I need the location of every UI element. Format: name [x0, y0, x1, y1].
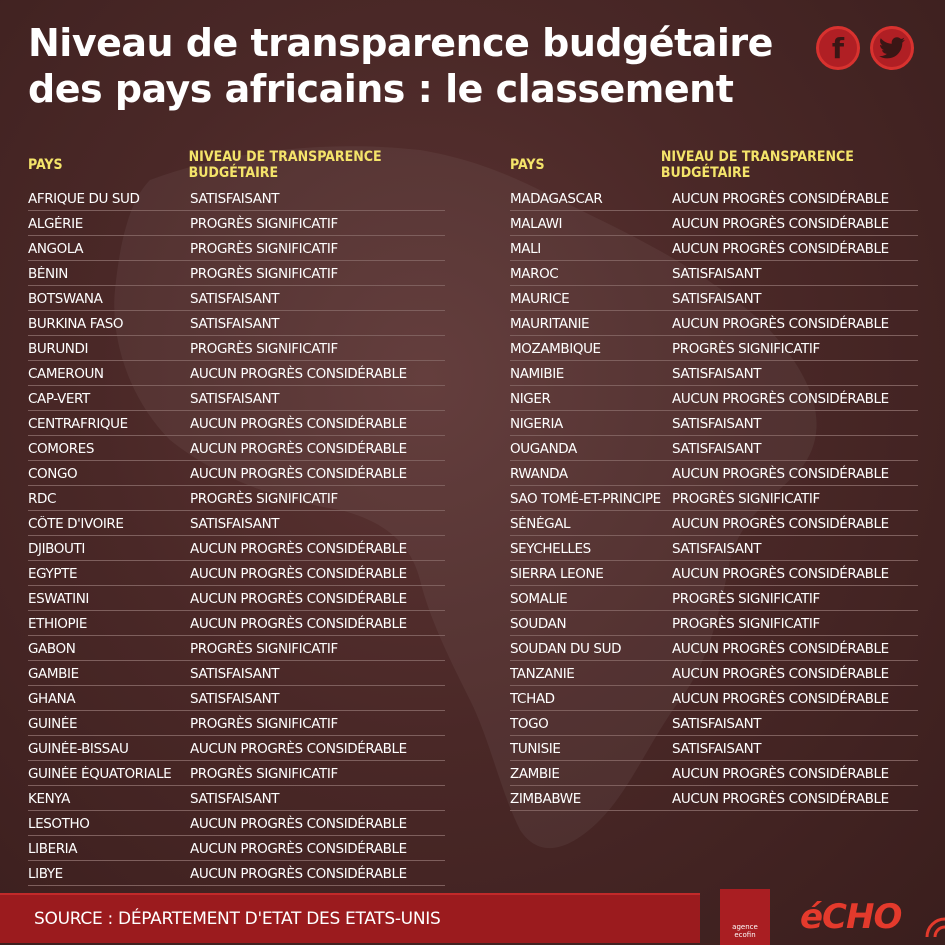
country-cell: TCHAD	[510, 691, 555, 707]
level-cell: AUCUN PROGRÈS CONSIDÉRABLE	[190, 566, 407, 582]
level-cell: AUCUN PROGRÈS CONSIDÉRABLE	[190, 616, 407, 632]
table-row	[510, 486, 918, 511]
level-cell: PROGRÈS SIGNIFICATIF	[190, 641, 338, 657]
table-row	[510, 411, 918, 436]
country-cell: TANZANIE	[510, 666, 575, 682]
level-cell: SATISFAISANT	[672, 416, 762, 432]
level-cell: SATISFAISANT	[190, 391, 280, 407]
country-cell: BURUNDI	[28, 341, 89, 357]
country-cell: GUINÉE	[28, 716, 78, 732]
country-cell: GUINÉE-BISSAU	[28, 741, 129, 757]
country-cell: CENTRAFRIQUE	[28, 416, 128, 432]
country-cell: CÔTE D'IVOIRE	[28, 516, 124, 532]
table-row	[510, 261, 918, 286]
header-country: PAYS	[28, 157, 63, 173]
table-row	[28, 286, 445, 311]
country-cell: DJIBOUTI	[28, 541, 85, 557]
table-row	[510, 536, 918, 561]
level-cell: AUCUN PROGRÈS CONSIDÉRABLE	[190, 366, 407, 382]
country-cell: CAP-VERT	[28, 391, 90, 407]
level-cell: SATISFAISANT	[672, 716, 762, 732]
level-cell: AUCUN PROGRÈS CONSIDÉRABLE	[672, 516, 889, 532]
table-row	[28, 361, 445, 386]
country-cell: SOMALIE	[510, 591, 568, 607]
table-row	[510, 611, 918, 636]
level-cell: AUCUN PROGRÈS CONSIDÉRABLE	[672, 691, 889, 707]
right-table	[510, 149, 928, 811]
country-cell: OUGANDA	[510, 441, 577, 457]
page-title	[28, 20, 808, 112]
country-cell: BURKINA FASO	[28, 316, 124, 332]
level-cell: PROGRÈS SIGNIFICATIF	[672, 616, 820, 632]
table-row	[28, 736, 445, 761]
level-cell: SATISFAISANT	[190, 291, 280, 307]
country-cell: GHANA	[28, 691, 76, 707]
title-line-2: des pays africains : le classement	[28, 67, 734, 111]
level-cell: SATISFAISANT	[190, 191, 280, 207]
table-row	[510, 686, 918, 711]
table-row	[28, 661, 445, 686]
level-cell: AUCUN PROGRÈS CONSIDÉRABLE	[190, 741, 407, 757]
table-row	[510, 711, 918, 736]
country-cell: NIGER	[510, 391, 551, 407]
corner-wave-icon	[923, 915, 945, 945]
level-cell: AUCUN PROGRÈS CONSIDÉRABLE	[190, 866, 407, 882]
table-row	[510, 311, 918, 336]
header-level: NIVEAU DE TRANSPARENCE BUDGÉTAIRE	[188, 149, 382, 181]
level-cell: PROGRÈS SIGNIFICATIF	[190, 716, 338, 732]
level-cell: AUCUN PROGRÈS CONSIDÉRABLE	[672, 241, 889, 257]
country-cell: RDC	[28, 491, 57, 507]
level-cell: SATISFAISANT	[672, 291, 762, 307]
level-cell: PROGRÈS SIGNIFICATIF	[672, 591, 820, 607]
title-line-1: Niveau de transparence budgétaire	[28, 21, 773, 65]
table-row	[510, 336, 918, 361]
table-row	[510, 561, 918, 586]
table-row	[28, 761, 445, 786]
facebook-icon[interactable]	[816, 26, 860, 70]
header-country: PAYS	[510, 157, 545, 173]
country-cell: NAMIBIE	[510, 366, 564, 382]
country-cell: LIBYE	[28, 866, 63, 882]
right-table-header	[510, 149, 928, 181]
level-cell: SATISFAISANT	[672, 366, 762, 382]
country-cell: ESWATINI	[28, 591, 90, 607]
level-cell: SATISFAISANT	[190, 666, 280, 682]
source-text: SOURCE : DÉPARTEMENT D'ETAT DES ETATS-UNIS	[34, 909, 441, 929]
level-cell: PROGRÈS SIGNIFICATIF	[672, 341, 820, 357]
table-row	[28, 611, 445, 636]
country-cell: SIERRA LEONE	[510, 566, 604, 582]
table-row	[510, 361, 918, 386]
country-cell: MADAGASCAR	[510, 191, 603, 207]
country-cell: RWANDA	[510, 466, 568, 482]
level-cell: SATISFAISANT	[672, 441, 762, 457]
table-row	[510, 661, 918, 686]
level-cell: AUCUN PROGRÈS CONSIDÉRABLE	[672, 666, 889, 682]
table-row	[28, 811, 445, 836]
table-row	[28, 536, 445, 561]
table-row	[510, 461, 918, 486]
country-cell: ZIMBABWE	[510, 791, 581, 807]
level-cell: PROGRÈS SIGNIFICATIF	[190, 266, 338, 282]
table-row	[28, 486, 445, 511]
level-cell: PROGRÈS SIGNIFICATIF	[190, 341, 338, 357]
country-cell: MAURICE	[510, 291, 570, 307]
level-cell: AUCUN PROGRÈS CONSIDÉRABLE	[190, 466, 407, 482]
table-row	[28, 211, 445, 236]
level-cell: PROGRÈS SIGNIFICATIF	[190, 766, 338, 782]
table-row	[28, 586, 445, 611]
table-row	[28, 711, 445, 736]
table-row	[510, 511, 918, 536]
country-cell: ANGOLA	[28, 241, 84, 257]
country-cell: AFRIQUE DU SUD	[28, 191, 140, 207]
level-cell: AUCUN PROGRÈS CONSIDÉRABLE	[190, 591, 407, 607]
table-row	[510, 386, 918, 411]
country-cell: SEYCHELLES	[510, 541, 591, 557]
level-cell: SATISFAISANT	[672, 741, 762, 757]
country-cell: GUINÉE ÉQUATORIALE	[28, 766, 172, 782]
table-row	[28, 511, 445, 536]
level-cell: AUCUN PROGRÈS CONSIDÉRABLE	[672, 766, 889, 782]
table-row	[28, 411, 445, 436]
country-cell: MAROC	[510, 266, 559, 282]
country-cell: NIGERIA	[510, 416, 563, 432]
country-cell: SOUDAN	[510, 616, 567, 632]
country-cell: ETHIOPIE	[28, 616, 87, 632]
level-cell: AUCUN PROGRÈS CONSIDÉRABLE	[190, 441, 407, 457]
echo-logo: éCHO	[800, 897, 902, 937]
country-cell: MALAWI	[510, 216, 563, 232]
level-cell: AUCUN PROGRÈS CONSIDÉRABLE	[190, 816, 407, 832]
table-row	[28, 261, 445, 286]
country-cell: TUNISIE	[510, 741, 561, 757]
twitter-bird-shape	[879, 37, 905, 59]
level-cell: SATISFAISANT	[672, 541, 762, 557]
table-row	[510, 736, 918, 761]
country-cell: EGYPTE	[28, 566, 78, 582]
footer	[0, 889, 945, 945]
table-row	[28, 386, 445, 411]
country-cell: MAURITANIE	[510, 316, 590, 332]
twitter-icon[interactable]	[870, 26, 914, 70]
source-bar	[0, 893, 700, 943]
level-cell: AUCUN PROGRÈS CONSIDÉRABLE	[672, 316, 889, 332]
level-cell: AUCUN PROGRÈS CONSIDÉRABLE	[672, 466, 889, 482]
table-row	[510, 586, 918, 611]
table-row	[28, 636, 445, 661]
table-row	[28, 686, 445, 711]
level-cell: SATISFAISANT	[190, 791, 280, 807]
country-cell: SAO TOMÉ-ET-PRINCIPE	[510, 491, 661, 507]
country-cell: ALGÉRIE	[28, 216, 83, 232]
level-cell: AUCUN PROGRÈS CONSIDÉRABLE	[672, 566, 889, 582]
level-cell: AUCUN PROGRÈS CONSIDÉRABLE	[190, 416, 407, 432]
table-row	[28, 186, 445, 211]
level-cell: SATISFAISANT	[190, 516, 280, 532]
table-row	[28, 461, 445, 486]
level-cell: AUCUN PROGRÈS CONSIDÉRABLE	[672, 391, 889, 407]
level-cell: PROGRÈS SIGNIFICATIF	[190, 491, 338, 507]
social-links	[816, 26, 914, 70]
level-cell: AUCUN PROGRÈS CONSIDÉRABLE	[672, 191, 889, 207]
table-row	[28, 336, 445, 361]
left-table	[28, 149, 473, 886]
country-cell: MOZAMBIQUE	[510, 341, 601, 357]
table-row	[510, 211, 918, 236]
level-cell: AUCUN PROGRÈS CONSIDÉRABLE	[190, 841, 407, 857]
country-cell: CONGO	[28, 466, 78, 482]
level-cell: AUCUN PROGRÈS CONSIDÉRABLE	[672, 641, 889, 657]
header-level: NIVEAU DE TRANSPARENCE BUDGÉTAIRE	[660, 149, 854, 181]
country-cell: CAMEROUN	[28, 366, 104, 382]
country-cell: SÉNÉGAL	[510, 516, 571, 532]
table-row	[510, 286, 918, 311]
level-cell: AUCUN PROGRÈS CONSIDÉRABLE	[672, 791, 889, 807]
level-cell: PROGRÈS SIGNIFICATIF	[672, 491, 820, 507]
country-cell: SOUDAN DU SUD	[510, 641, 622, 657]
country-cell: KENYA	[28, 791, 70, 807]
level-cell: SATISFAISANT	[190, 316, 280, 332]
table-row	[28, 786, 445, 811]
level-cell: AUCUN PROGRÈS CONSIDÉRABLE	[190, 541, 407, 557]
table-row	[28, 436, 445, 461]
country-cell: ZAMBIE	[510, 766, 560, 782]
left-rows	[28, 186, 473, 886]
agence-ecofin-logo	[720, 889, 770, 945]
country-cell: LESOTHO	[28, 816, 90, 832]
table-row	[28, 311, 445, 336]
table-row	[28, 236, 445, 261]
left-table-header	[28, 149, 473, 181]
country-cell: GABON	[28, 641, 76, 657]
table-row	[510, 786, 918, 811]
right-rows	[510, 186, 928, 811]
table-row	[28, 836, 445, 861]
country-cell: BÉNIN	[28, 266, 68, 282]
table-row	[510, 436, 918, 461]
table-row	[28, 561, 445, 586]
facebook-glyph: f	[831, 31, 845, 65]
level-cell: AUCUN PROGRÈS CONSIDÉRABLE	[672, 216, 889, 232]
country-cell: MALI	[510, 241, 541, 257]
country-cell: BOTSWANA	[28, 291, 103, 307]
level-cell: PROGRÈS SIGNIFICATIF	[190, 241, 338, 257]
table-row	[28, 861, 445, 886]
level-cell: PROGRÈS SIGNIFICATIF	[190, 216, 338, 232]
ecofin-line-2: ecofin	[734, 931, 756, 939]
country-cell: LIBERIA	[28, 841, 78, 857]
table-row	[510, 636, 918, 661]
table-row	[510, 186, 918, 211]
table-row	[510, 761, 918, 786]
level-cell: SATISFAISANT	[190, 691, 280, 707]
country-cell: TOGO	[510, 716, 549, 732]
country-cell: GAMBIE	[28, 666, 79, 682]
ecofin-line-1: agence	[732, 923, 758, 931]
level-cell: SATISFAISANT	[672, 266, 762, 282]
country-cell: COMORES	[28, 441, 95, 457]
table-row	[510, 236, 918, 261]
